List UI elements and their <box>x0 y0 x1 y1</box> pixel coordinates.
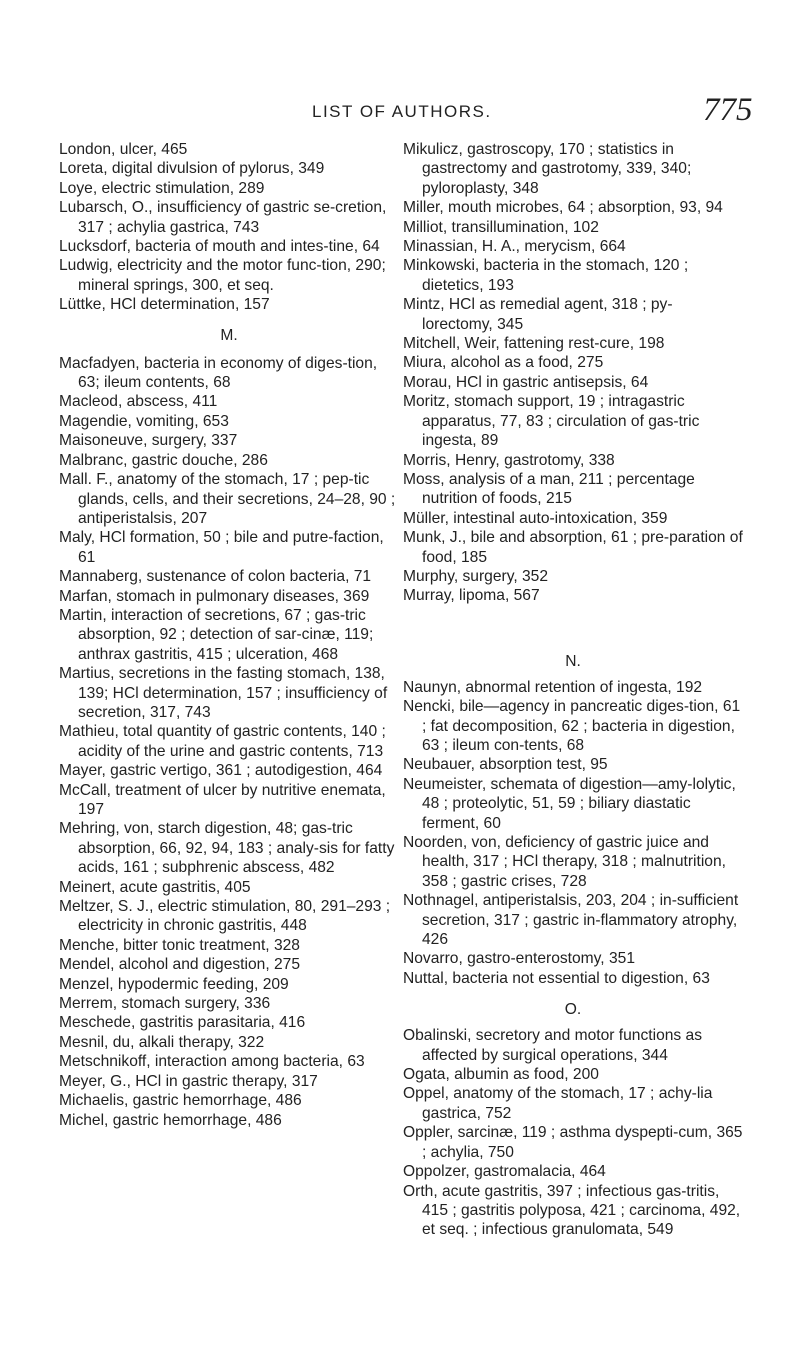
index-entry: Marfan, stomach in pulmonary diseases, 369 <box>59 587 370 605</box>
index-entry: Mitchell, Weir, fattening rest-cure, 198 <box>403 335 665 353</box>
section-heading-m: M. <box>220 326 238 344</box>
index-entry: Nuttal, bacteria not essential to digestion, 63 <box>403 969 710 987</box>
index-entry: Merrem, stomach surgery, 336 <box>59 995 271 1013</box>
section-gap <box>403 606 743 652</box>
index-entry: Müller, intestinal auto-intoxication, 359 <box>403 509 668 527</box>
index-entry: Oppler, sarcinæ, 119 ; asthma dyspepti-cum, 365 ; achylia, 750 <box>403 1124 743 1161</box>
index-entry: Meinert, acute gastritis, 405 <box>59 878 251 896</box>
index-entry: Menche, bitter tonic treatment, 328 <box>59 936 300 954</box>
index-entry: Meltzer, S. J., electric stimulation, 80, 291–293 ; electricity in chronic gastritis, 448 <box>59 898 391 935</box>
entries-o <box>403 1026 743 1239</box>
index-entry: Mikulicz, gastroscopy, 170 ; statistics in gastrectomy and gastrotomy, 339, 340; pyloroplasty, 348 <box>403 141 692 197</box>
index-entry: Lucksdorf, bacteria of mouth and intes-tine, 64 <box>59 238 380 256</box>
index-entry: Maly, HCl formation, 50 ; bile and putre-faction, 61 <box>59 529 384 566</box>
section-heading-n: N. <box>565 652 581 670</box>
index-entry: Naunyn, abnormal retention of ingesta, 192 <box>403 678 703 696</box>
entries-l <box>59 140 399 315</box>
index-entry: Orth, acute gastritis, 397 ; infectious gas-tritis, 415 ; gastritis polyposa, 421 ; carcinoma, 492, et seq. ; infectious granulomata, 549 <box>403 1182 741 1239</box>
index-entry: Macfadyen, bacteria in economy of diges-tion, 63; ileum contents, 68 <box>59 354 378 392</box>
index-entry: Lüttke, HCl determination, 157 <box>59 296 270 314</box>
index-entry: Loreta, digital divulsion of pylorus, 349 <box>59 160 325 178</box>
index-entry: Mintz, HCl as remedial agent, 318 ; py-lorectomy, 345 <box>403 296 673 333</box>
index-entry: Mathieu, total quantity of gastric contents, 140 ; acidity of the urine and gastric contents, 713 <box>59 723 386 760</box>
index-entry: Minkowski, bacteria in the stomach, 120 ; dietetics, 193 <box>403 257 689 294</box>
index-entry: Murray, lipoma, 567 <box>403 587 540 605</box>
index-entry: Lubarsch, O., insufficiency of gastric se-cretion, 317 ; achylia gastrica, 743 <box>59 199 387 236</box>
index-entry: Malbranc, gastric douche, 286 <box>59 451 268 469</box>
entries-n <box>403 678 743 989</box>
entries-m-continued <box>403 140 743 606</box>
index-entry: Meyer, G., HCl in gastric therapy, 317 <box>59 1072 318 1090</box>
index-entry: Magendie, vomiting, 653 <box>59 412 229 430</box>
entries-m <box>59 354 399 1130</box>
index-entry: Obalinski, secretory and motor functions as affected by surgical operations, 344 <box>403 1027 703 1064</box>
index-entry: Minassian, H. A., merycism, 664 <box>403 238 626 256</box>
index-entry: Martin, interaction of secretions, 67 ; gas-tric absorption, 92 ; detection of sar-cinæ, 119; anthrax gastritis, 415 ; ulceration, 468 <box>59 606 374 663</box>
index-entry: Metschnikoff, interaction among bacteria, 63 <box>59 1053 365 1071</box>
index-entry: Maisoneuve, surgery, 337 <box>59 432 238 450</box>
index-entry: Mesnil, du, alkali therapy, 322 <box>59 1033 265 1051</box>
index-entry: Milliot, transillumination, 102 <box>403 218 599 236</box>
index-entry: Nothnagel, antiperistalsis, 203, 204 ; in-sufficient secretion, 317 ; gastric in-flammatory atrophy, 426 <box>403 892 739 949</box>
index-entry: Mannaberg, sustenance of colon bacteria, 71 <box>59 568 372 586</box>
index-entry: McCall, treatment of ulcer by nutritive enemata, 197 <box>59 781 386 818</box>
index-entry: Macleod, abscess, 411 <box>59 393 218 411</box>
index-entry: Oppel, anatomy of the stomach, 17 ; achy-lia gastrica, 752 <box>403 1085 713 1122</box>
running-head: LIST OF AUTHORS. <box>312 102 492 121</box>
index-entry: Moritz, stomach support, 19 ; intragastric apparatus, 77, 83 ; circulation of gas-tric ingesta, 89 <box>403 393 700 450</box>
index-entry: Loye, electric stimulation, 289 <box>59 179 265 197</box>
index-entry: Morau, HCl in gastric antisepsis, 64 <box>403 373 649 391</box>
index-entry: Novarro, gastro-enterostomy, 351 <box>403 950 635 968</box>
page-header <box>0 92 801 128</box>
index-entry: Neumeister, schemata of digestion—amy-lolytic, 48 ; proteolytic, 51, 59 ; biliary diastatic ferment, 60 <box>403 775 736 832</box>
index-entry: Menzel, hypodermic feeding, 209 <box>59 975 289 993</box>
index-entry: Ludwig, electricity and the motor func-tion, 290; mineral springs, 300, et seq. <box>59 257 386 294</box>
index-entry: Moss, analysis of a man, 211 ; percentage nutrition of foods, 215 <box>403 470 695 508</box>
section-heading-o: O. <box>564 1001 582 1019</box>
index-entry: Oppolzer, gastromalacia, 464 <box>403 1163 606 1181</box>
right-column <box>403 140 743 1240</box>
index-entry: Miller, mouth microbes, 64 ; absorption, 93, 94 <box>403 199 723 217</box>
page-number: 775 <box>703 92 753 128</box>
left-column <box>59 140 399 1130</box>
index-entry: Mall. F., anatomy of the stomach, 17 ; pep-tic glands, cells, and their secretions, 24–28, 90 ; antiperistalsis, 207 <box>59 471 396 527</box>
index-entry: Michaelis, gastric hemorrhage, 486 <box>59 1092 302 1110</box>
index-entry: Murphy, surgery, 352 <box>403 567 549 585</box>
index-entry: Morris, Henry, gastrotomy, 338 <box>403 451 615 469</box>
index-entry: London, ulcer, 465 <box>59 141 188 158</box>
index-entry: Miura, alcohol as a food, 275 <box>403 354 604 372</box>
index-entry: Nencki, bile—agency in pancreatic diges-tion, 61 ; fat decomposition, 62 ; bacteria in digestion, 63 ; ileum con-tents, 68 <box>403 698 741 754</box>
index-entry: Mehring, von, starch digestion, 48; gas-tric absorption, 66, 92, 94, 183 ; analy-sis for fatty acids, 161 ; subphrenic abscess, 482 <box>59 820 395 877</box>
index-entry: Neubauer, absorption test, 95 <box>403 756 608 774</box>
index-entry: Martius, secretions in the fasting stomach, 138, 139; HCl determination, 157 ; insufficiency of secretion, 317, 743 <box>59 665 388 721</box>
index-entry: Mayer, gastric vertigo, 361 ; autodigestion, 464 <box>59 762 383 780</box>
index-entry: Meschede, gastritis parasitaria, 416 <box>59 1014 306 1032</box>
index-entry: Noorden, von, deficiency of gastric juice and health, 317 ; HCl therapy, 318 ; malnutrition, 358 ; gastric crises, 728 <box>403 834 726 890</box>
index-entry: Ogata, albumin as food, 200 <box>403 1066 599 1084</box>
index-entry: Munk, J., bile and absorption, 61 ; pre-paration of food, 185 <box>403 529 743 566</box>
index-entry: Mendel, alcohol and digestion, 275 <box>59 956 301 974</box>
index-entry: Michel, gastric hemorrhage, 486 <box>59 1111 282 1129</box>
